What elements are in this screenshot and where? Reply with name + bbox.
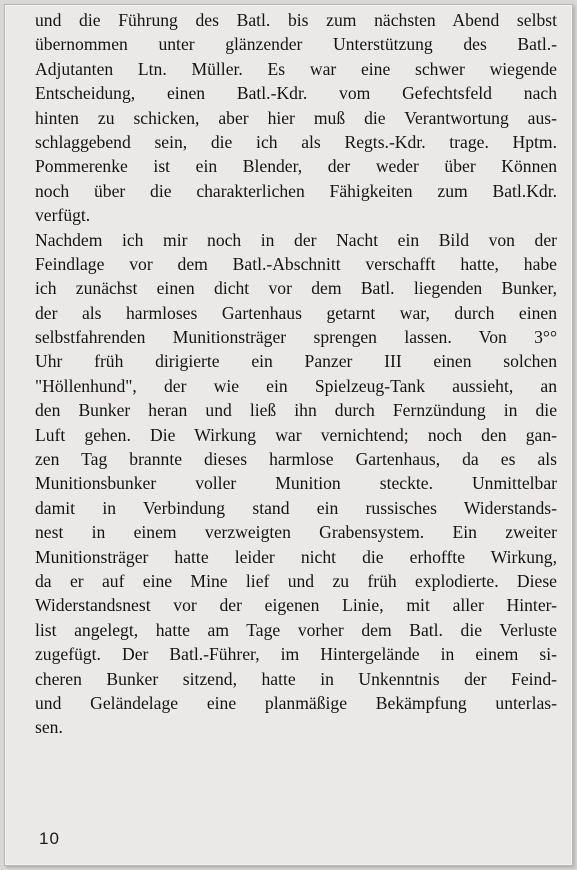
text-line: schlaggebend sein, die ich als Regts.-Kdr. trage. Hptm. (35, 131, 557, 152)
text-line: selbstfahrenden Munitionsträger sprengen lassen. Von 3°° (35, 327, 557, 348)
text-line: Munitionsträger hatte leider nicht die erhoffte Wirkung, (35, 546, 557, 567)
page-number: 10 (39, 829, 60, 848)
text-line: noch über die charakterlichen Fähigkeiten zum Batl.Kdr. (35, 180, 557, 201)
text-line: damit in Verbindung stand ein russisches Widerstands- (35, 497, 557, 518)
text-line: cheren Bunker sitzend, hatte in Unkenntnis der Feind- (35, 668, 557, 689)
text-line: Munitionsbunker voller Munition steckte. Unmittelbar (35, 473, 557, 494)
body-text (35, 8, 557, 740)
text-line: Widerstandsnest vor der eigenen Linie, mit aller Hinter- (35, 595, 557, 616)
text-line: Pommerenke ist ein Blender, der weder über Können (35, 156, 557, 177)
text-line: und Geländelage eine planmäßige Bekämpfung unterlas- (35, 692, 557, 713)
text-line: verfügt. (35, 205, 91, 226)
text-line: und die Führung des Batl. bis zum nächsten Abend selbst (35, 10, 557, 30)
text-line: Entscheidung, einen Batl.-Kdr. vom Gefechtsfeld nach (35, 83, 557, 104)
book-page (4, 4, 573, 866)
text-line: Uhr früh dirigierte ein Panzer III einen solchen (35, 351, 557, 372)
text-line: zen Tag brannte dieses harmlose Gartenhaus, da es als (35, 449, 557, 470)
text-line: der als harmloses Gartenhaus getarnt war, durch einen (35, 302, 557, 323)
text-line: den Bunker heran und ließ ihn durch Fernzündung in die (35, 400, 557, 421)
text-line: zugefügt. Der Batl.-Führer, im Hintergelände in einem si- (35, 644, 557, 665)
text-line: sen. (35, 717, 63, 738)
text-line: "Höllenhund", der wie ein Spielzeug-Tank aussieht, an (35, 375, 557, 396)
text-line: Adjutanten Ltn. Müller. Es war eine schwer wiegende (35, 58, 557, 79)
text-line: Feindlage vor dem Batl.-Abschnitt verschafft hatte, habe (35, 253, 557, 274)
text-line: übernommen unter glänzender Unterstützung des Batl.- (35, 34, 557, 55)
text-line: Luft gehen. Die Wirkung war vernichtend; noch den gan- (35, 424, 557, 445)
text-line: nest in einem verzweigten Grabensystem. Ein zweiter (35, 522, 557, 543)
text-line: Nachdem ich mir noch in der Nacht ein Bild von der (35, 229, 557, 250)
text-line: da er auf eine Mine lief und zu früh explodierte. Diese (35, 570, 557, 591)
text-line: list angelegt, hatte am Tage vorher dem Batl. die Verluste (35, 619, 557, 640)
text-line: ich zunächst einen dicht vor dem Batl. liegenden Bunker, (35, 278, 557, 299)
text-line: hinten zu schicken, aber hier muß die Verantwortung aus- (35, 107, 557, 128)
